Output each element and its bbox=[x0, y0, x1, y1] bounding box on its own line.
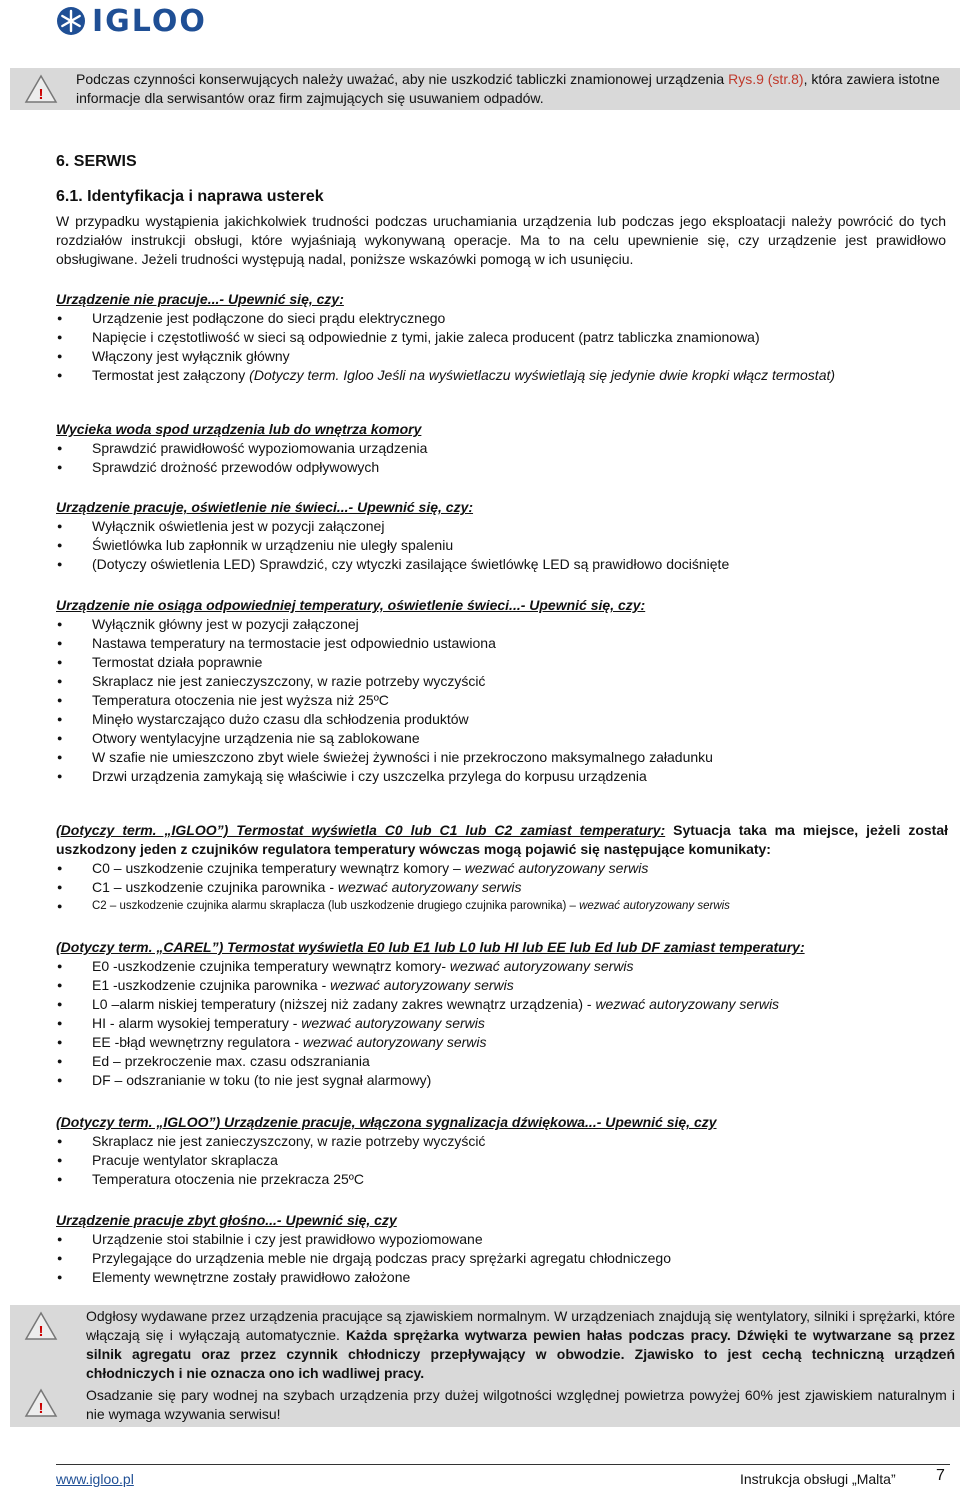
note-text: Osadzanie się pary wodnej na szybach urządzenia przy dużej wilgotności względnej powietrza powyżej 60% jest zjawiskiem naturalnym i nie wymaga wzywania serwisu! bbox=[86, 1387, 955, 1422]
list-item: ● Elementy wewnętrzne zostały prawidłowo założone bbox=[56, 1268, 956, 1287]
brand-logo bbox=[56, 3, 207, 39]
list-item: ● Ed – przekroczenie max. czasu odszraniania bbox=[56, 1052, 956, 1071]
snowflake-icon bbox=[56, 6, 86, 36]
page-number: 7 bbox=[936, 1467, 945, 1484]
list-item: ● Przylegające do urządzenia meble nie drgają podczas pracy sprężarki agregatu chłodniczego bbox=[56, 1249, 956, 1268]
checklist bbox=[56, 309, 956, 385]
list-item: ● Skraplacz nie jest zanieczyszczony, w razie potrzeby wyczyścić bbox=[56, 1132, 956, 1151]
list-item: ● Włączony jest wyłącznik główny bbox=[56, 347, 956, 366]
warning-note-condensation bbox=[10, 1383, 960, 1427]
list-item: ● C1 – uszkodzenie czujnika parownika - wezwać autoryzowany serwis bbox=[56, 878, 948, 897]
section-title: Urządzenie nie osiąga odpowiedniej temperatury, oświetlenie świeci...- Upewnić się, czy: bbox=[56, 597, 646, 613]
list-item: ● (Dotyczy oświetlenia LED) Sprawdzić, czy wtyczki zasilające świetlówkę LED są prawidłowo dociśnięte bbox=[56, 555, 956, 574]
footer-divider bbox=[56, 1464, 950, 1465]
website-link[interactable]: www.igloo.pl bbox=[56, 1471, 134, 1487]
section-temperature bbox=[56, 596, 956, 786]
list-item: ● Nastawa temperatury na termostacie jest odpowiednio ustawiona bbox=[56, 634, 956, 653]
list-item: ● Urządzenie jest podłączone do sieci prądu elektrycznego bbox=[56, 309, 956, 328]
section-not-working bbox=[56, 290, 956, 385]
list-item: ● Temperatura otoczenia nie przekracza 25ºC bbox=[56, 1170, 956, 1189]
warning-note-noise bbox=[10, 1305, 960, 1383]
list-item: ● DF – odszranianie w toku (to nie jest sygnał alarmowy) bbox=[56, 1071, 956, 1090]
list-item: ● Drzwi urządzenia zamykają się właściwie i czy uszczelka przylega do korpusu urządzenia bbox=[56, 767, 956, 786]
warning-icon bbox=[24, 74, 58, 109]
section-title: (Dotyczy term. „IGLOO”) Urządzenie pracuje, włączona sygnalizacja dźwiękowa...- Upewnić się, czy bbox=[56, 1114, 717, 1130]
intro-paragraph bbox=[56, 212, 946, 269]
warning-note-top bbox=[10, 68, 960, 110]
list-item: ● Termostat działa poprawnie bbox=[56, 653, 956, 672]
list-item: ● Sprawdzić drożność przewodów odpływowych bbox=[56, 458, 956, 477]
section-heading: 6. SERWIS bbox=[56, 153, 137, 170]
intro-text-bold: Jeżeli trudności występują nadal, poniższe wskazówki pomogą w ich usunięciu. bbox=[141, 251, 634, 267]
list-item: ● W szafie nie umieszczono zbyt wiele świeżej żywności i nie przekroczono maksymalnego załadunku bbox=[56, 748, 956, 767]
intro-text: W przypadku wystąpienia jakichkolwiek trudności podczas uruchamiania urządzenia lub podczas jego eksploatacji należy powrócić do tych rozdziałów instrukcji obsługi, które wyjaśniają wykonywaną operacje. Ma to na celu upewnienie się, czy urządzenie jest prawidłowo obsługiwane. bbox=[56, 213, 946, 267]
list-item: ● C0 – uszkodzenie czujnika temperatury wewnątrz komory – wezwać autoryzowany serwis bbox=[56, 859, 948, 878]
section-noise bbox=[56, 1211, 956, 1287]
section-light-off bbox=[56, 498, 956, 574]
list-item: ● Termostat jest załączony (Dotyczy term. Igloo Jeśli na wyświetlaczu wyświetlają się jedynie dwie kropki włącz termostat) bbox=[56, 366, 956, 385]
list-item: ● Urządzenie stoi stabilnie i czy jest prawidłowo wypoziomowane bbox=[56, 1230, 956, 1249]
list-item: ● Wyłącznik oświetlenia jest w pozycji załączonej bbox=[56, 517, 956, 536]
warning-icon bbox=[24, 1388, 58, 1423]
list-item: ● Pracuje wentylator skraplacza bbox=[56, 1151, 956, 1170]
figure-ref-link[interactable]: Rys.9 (str.8) bbox=[728, 71, 804, 87]
warning-icon bbox=[24, 1311, 58, 1346]
svg-text:!: ! bbox=[38, 1323, 44, 1340]
section-title-rest: Sytuacja taka ma miejsce, jeżeli został uszkodzony jeden z czujników regulatora temperatury wówczas mogą pojawić się następujące komunikaty: bbox=[56, 822, 949, 857]
list-item: ● HI - alarm wysokiej temperatury - wezwać autoryzowany serwis bbox=[56, 1014, 956, 1033]
section-carel-codes bbox=[56, 938, 956, 1090]
list-item: ● Temperatura otoczenia nie jest wyższa niż 25ºC bbox=[56, 691, 956, 710]
svg-text:!: ! bbox=[38, 1400, 44, 1417]
list-item: ● Wyłącznik główny jest w pozycji załączonej bbox=[56, 615, 956, 634]
svg-text:!: ! bbox=[38, 86, 44, 103]
section-title: Urządzenie pracuje zbyt głośno...- Upewnić się, czy bbox=[56, 1212, 397, 1228]
note-text: Odgłosy wydawane przez urządzenia pracujące są zjawiskiem normalnym. W urządzeniach znajdują się wentylatory, silniki i sprężarki, które włączają się i wyłączają automatycznie. bbox=[86, 1308, 955, 1343]
list-item: ● Napięcie i częstotliwość w sieci są odpowiednie z tymi, jakie zaleca producent (patrz tabliczka znamionowa) bbox=[56, 328, 956, 347]
list-item: ● Minęło wystarczająco dużo czasu dla schłodzenia produktów bbox=[56, 710, 956, 729]
list-item: ● L0 –alarm niskiej temperatury (niższej niż zadany zakres wewnątrz urządzenia) - wezwać autoryzowany serwis bbox=[56, 995, 956, 1014]
section-igloo-alarm bbox=[56, 1113, 956, 1189]
note-text: Podczas czynności konserwujących należy uważać, aby nie uszkodzić tabliczki znamionowej urządzenia bbox=[76, 71, 729, 87]
list-item: ● Otwory wentylacyjne urządzenia nie są zablokowane bbox=[56, 729, 956, 748]
section-title: (Dotyczy term. „CAREL”) Termostat wyświetla E0 lub E1 lub L0 lub HI lub EE lub Ed lub DF zamiast temperatury: bbox=[56, 939, 805, 955]
section-title: (Dotyczy term. „IGLOO”) Termostat wyświetla C0 lub C1 lub C2 zamiast temperatury: bbox=[56, 822, 666, 838]
list-item: ● E1 -uszkodzenie czujnika parownika - wezwać autoryzowany serwis bbox=[56, 976, 956, 995]
section-title: Urządzenie nie pracuje...- Upewnić się, czy: bbox=[56, 291, 344, 307]
list-item: ● E0 -uszkodzenie czujnika temperatury wewnątrz komory- wezwać autoryzowany serwis bbox=[56, 957, 956, 976]
note-text-cont: , która zawiera istotne informacje dla serwisantów oraz firm zajmujących się usuwaniem odpadów. bbox=[76, 71, 940, 106]
note-text-bold: Każda sprężarka wytwarza pewien hałas podczas pracy. Dźwięki te wytwarzane są przez silnik agregatu oraz przez czynnik chłodniczy przepływający w obwodzie. Zjawisko to jest cechą techniczną urządzeń chłodniczych i nie oznacza ono ich wadliwej pracy. bbox=[86, 1327, 955, 1381]
subsection-heading: 6.1. Identyfikacja i naprawa usterek bbox=[56, 188, 324, 205]
list-item: ● C2 – uszkodzenie czujnika alarmu skraplacza (lub uszkodzenie drugiego czujnika parownika) – wezwać autoryzowany serwis bbox=[56, 897, 948, 916]
document-title: Instrukcja obsługi „Malta” bbox=[740, 1471, 896, 1487]
section-water-leak bbox=[56, 420, 956, 477]
logo-text: IGLOO bbox=[92, 3, 207, 39]
section-title: Wycieka woda spod urządzenia lub do wnętrza komory bbox=[56, 421, 422, 437]
list-item: ● Sprawdzić prawidłowość wypoziomowania urządzenia bbox=[56, 439, 956, 458]
section-igloo-codes bbox=[56, 821, 948, 916]
list-item: ● Świetlówka lub zapłonnik w urządzeniu nie uległy spaleniu bbox=[56, 536, 956, 555]
list-item: ● EE -błąd wewnętrzny regulatora - wezwać autoryzowany serwis bbox=[56, 1033, 956, 1052]
list-item: ● Skraplacz nie jest zanieczyszczony, w razie potrzeby wyczyścić bbox=[56, 672, 956, 691]
section-title: Urządzenie pracuje, oświetlenie nie świeci...- Upewnić się, czy: bbox=[56, 499, 474, 515]
